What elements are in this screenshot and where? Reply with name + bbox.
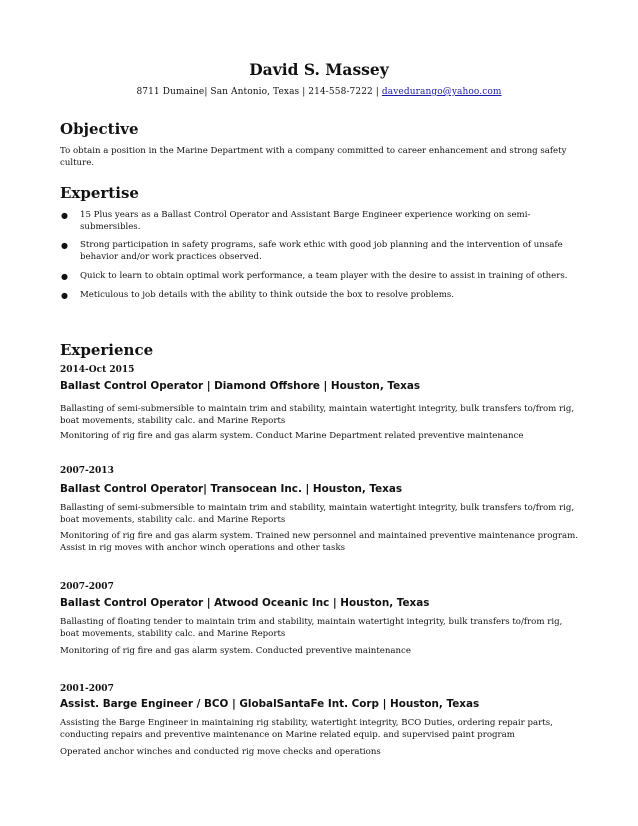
job-description: Ballasting of semi-submersible to maintain trim and stability, maintain watertight integrity, bulk transfers to/from rig, boat movements, stability calc. and Marine Reports bbox=[60, 503, 575, 525]
job-title: Ballast Control Operator | Atwood Oceanic Inc | Houston, Texas bbox=[60, 597, 430, 609]
expertise-item: ● 15 Plus years as a Ballast Control Operator and Assistant Barge Engineer experience working on semi-submersibles. bbox=[61, 210, 531, 232]
expertise-list bbox=[60, 210, 580, 308]
bullet-icon: ● bbox=[61, 271, 68, 281]
job-description: Ballasting of semi-submersible to maintain trim and stability, maintain watertight integrity, bulk transfers to/from rig, boat movements, stability calc. and Marine Reports bbox=[60, 404, 575, 426]
expertise-item: ● Meticulous to job details with the ability to think outside the box to resolve problems. bbox=[61, 289, 455, 300]
job-description: Assisting the Barge Engineer in maintaining rig stability, watertight integrity, BCO Duties, ordering repair parts, conducting repairs and preventive maintenance on Marine related equip. and supervised paint program bbox=[60, 718, 553, 740]
contact-line bbox=[0, 87, 638, 97]
job-dates: 2014-Oct 2015 bbox=[60, 365, 135, 375]
job-description: Ballasting of floating tender to maintain trim and stability, maintain watertight integrity, bulk transfers to/from rig, boat movements, stability calc. and Marine Reports bbox=[60, 617, 563, 639]
objective-text: To obtain a position in the Marine Department with a company committed to career enhancement and strong safety culture. bbox=[60, 146, 567, 168]
email-link[interactable]: davedurango@yahoo.com bbox=[381, 87, 502, 97]
job-dates: 2007-2007 bbox=[60, 582, 114, 592]
job-description: Monitoring of rig fire and gas alarm system. Conduct Marine Department related preventive maintenance bbox=[60, 431, 524, 441]
expertise-item: ● Strong participation in safety programs, safe work ethic with good job planning and the intervention of unsafe behavior and/or work practices observed. bbox=[61, 240, 563, 262]
bullet-icon: ● bbox=[61, 211, 68, 220]
job-title: Ballast Control Operator| Transocean Inc. | Houston, Texas bbox=[60, 483, 403, 495]
experience-heading: Experience bbox=[60, 341, 154, 359]
job-title: Ballast Control Operator | Diamond Offshore | Houston, Texas bbox=[60, 380, 421, 392]
job-dates: 2001-2007 bbox=[60, 684, 114, 694]
expertise-item: ● Quick to learn to obtain optimal work performance, a team player with the desire to assist in training of others. bbox=[61, 270, 568, 281]
objective-heading: Objective bbox=[60, 120, 139, 138]
bullet-icon: ● bbox=[61, 290, 68, 300]
job-title: Assist. Barge Engineer / BCO | GlobalSantaFe Int. Corp | Houston, Texas bbox=[60, 698, 480, 710]
candidate-name: David S. Massey bbox=[249, 60, 389, 79]
bullet-icon: ● bbox=[61, 241, 68, 251]
job-description: Monitoring of rig fire and gas alarm system. Trained new personnel and maintained preventive maintenance program. Assist in rig moves with anchor winch operations and other tasks bbox=[60, 531, 578, 553]
job-description: Operated anchor winches and conducted rig move checks and operations bbox=[60, 747, 381, 757]
job-dates: 2007-2013 bbox=[60, 466, 114, 476]
expertise-heading: Expertise bbox=[60, 184, 139, 202]
contact-details: 8711 Dumaine| San Antonio, Texas | 214-558-7222 | bbox=[136, 87, 382, 97]
job-description: Monitoring of rig fire and gas alarm system. Conducted preventive maintenance bbox=[60, 646, 411, 656]
